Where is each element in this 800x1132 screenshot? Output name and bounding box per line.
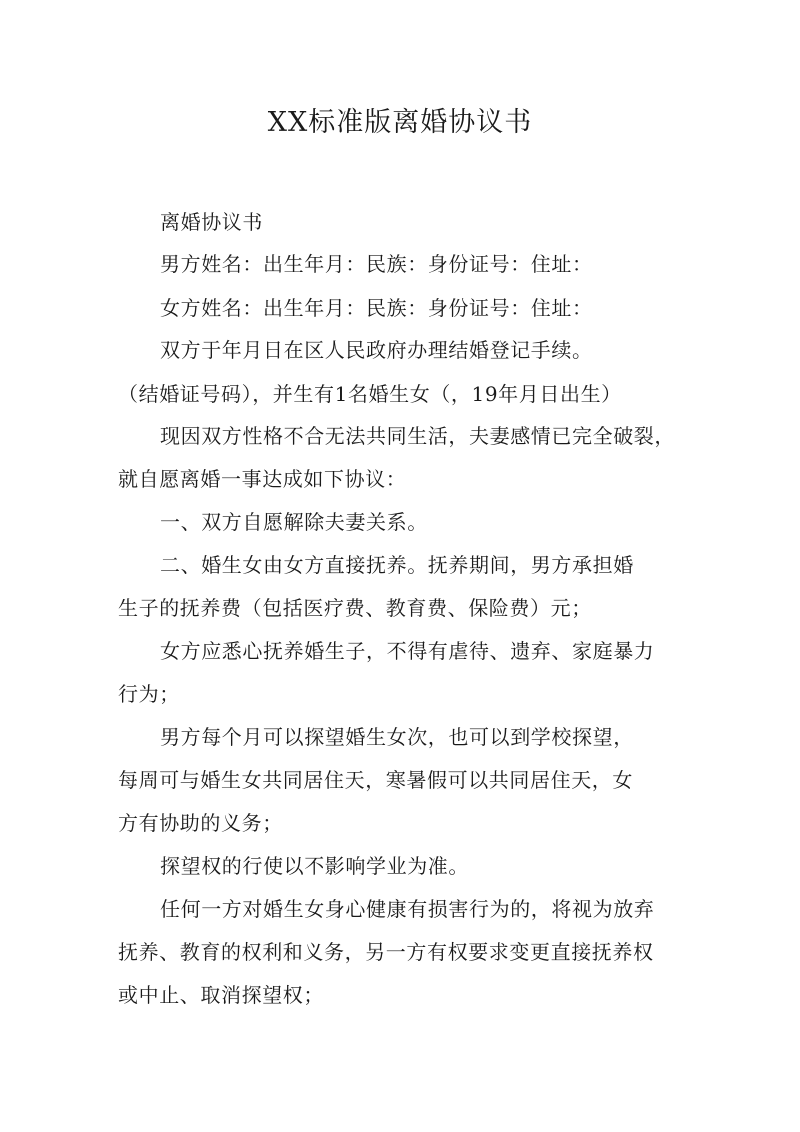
document-title: XX标准版离婚协议书 (267, 107, 533, 138)
child-support-line: 生子的抚养费（包括医疗费、教育费、保险费）元； (118, 596, 592, 620)
female-party-line: 女方姓名：出生年月：民族：身份证号：住址： (160, 296, 593, 320)
reason-line: 现因双方性格不合无法共同生活，夫妻感情已完全破裂， (160, 424, 675, 448)
clause-one-line: 一、双方自愿解除夫妻关系。 (160, 510, 428, 534)
harm-clause-line: 任何一方对婚生女身心健康有损害行为的，将视为放弃 (160, 897, 655, 921)
marriage-certificate-line: （结婚证号码），并生有1名婚生女（，19年月日出生） (118, 382, 622, 406)
visitation-line: 男方每个月可以探望婚生女次，也可以到学校探望， (160, 725, 634, 749)
subtitle-line: 离婚协议书 (160, 210, 263, 234)
female-duty-continued-line: 行为； (118, 682, 180, 706)
clause-two-line: 二、婚生女由女方直接抚养。抚养期间，男方承担婚 (160, 553, 634, 577)
cohabitation-line: 每周可与婚生女共同居住天，寒暑假可以共同居住天，女 (118, 768, 633, 792)
female-duty-line: 女方应悉心抚养婚生子，不得有虐待、遗弃、家庭暴力 (160, 639, 655, 663)
marriage-registration-line: 双方于年月日在区人民政府办理结婚登记手续。 (160, 338, 593, 362)
assistance-duty-line: 方有协助的义务； (118, 811, 283, 835)
visitation-limit-line: 探望权的行使以不影响学业为准。 (160, 854, 469, 878)
agreement-intro-line: 就自愿离婚一事达成如下协议： (118, 467, 407, 491)
rights-change-line: 抚养、教育的权利和义务，另一方有权要求变更直接抚养权 (118, 940, 654, 964)
visitation-cancel-line: 或中止、取消探望权； (118, 983, 324, 1007)
male-party-line: 男方姓名：出生年月：民族：身份证号：住址： (160, 252, 593, 276)
